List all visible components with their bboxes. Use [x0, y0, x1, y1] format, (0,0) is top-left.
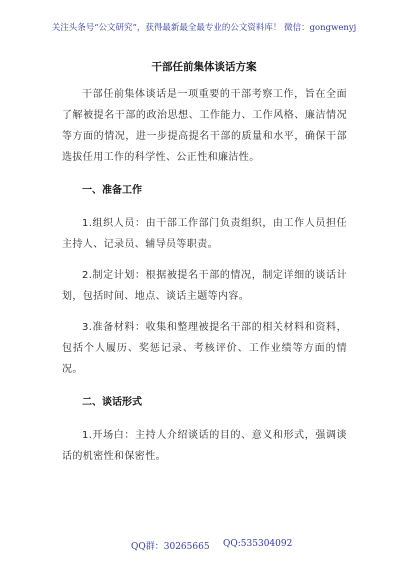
section-item: 1.组织人员：由干部工作部门负责组织，由工作人员担任主持人、记录员、辅导员等职责。	[62, 218, 347, 250]
section-item: 3.准备材料：收集和整理被提名干部的相关材料和资料，包括个人履历、奖惩记录、考核评价、工作业绩等方面的情况。	[62, 322, 347, 375]
document-body	[62, 84, 347, 477]
section-item: 1.开场白：主持人介绍谈话的目的、意义和形式，强调谈话的机密性和保密性。	[62, 430, 347, 462]
promo-banner: 关注头条号“公文研究”，获得最新最全最专业的公文资料库！ 微信：gongwenyj	[51, 23, 357, 33]
section-heading-format: 二、谈话形式	[82, 397, 142, 408]
section-item: 2.制定计划：根据被提名干部的情况，制定详细的谈话计划，包括时间、地点、谈话主题等内容。	[62, 270, 347, 302]
qq-number: QQ:535304092	[223, 539, 293, 549]
qq-group-number: QQ群：30265665	[131, 542, 210, 552]
document-title: 干部任前集体谈话方案	[151, 61, 257, 73]
intro-paragraph: 干部任前集体谈话是一项重要的干部考察工作，旨在全面了解被提名干部的政治思想、工作能力、工作风格、廉洁情况等方面的情况，进一步提高提名干部的质量和水平，确保干部选拔任用工作的科学性、公正性和廉洁性。	[62, 89, 347, 163]
section-heading-preparation: 一、准备工作	[82, 185, 142, 196]
